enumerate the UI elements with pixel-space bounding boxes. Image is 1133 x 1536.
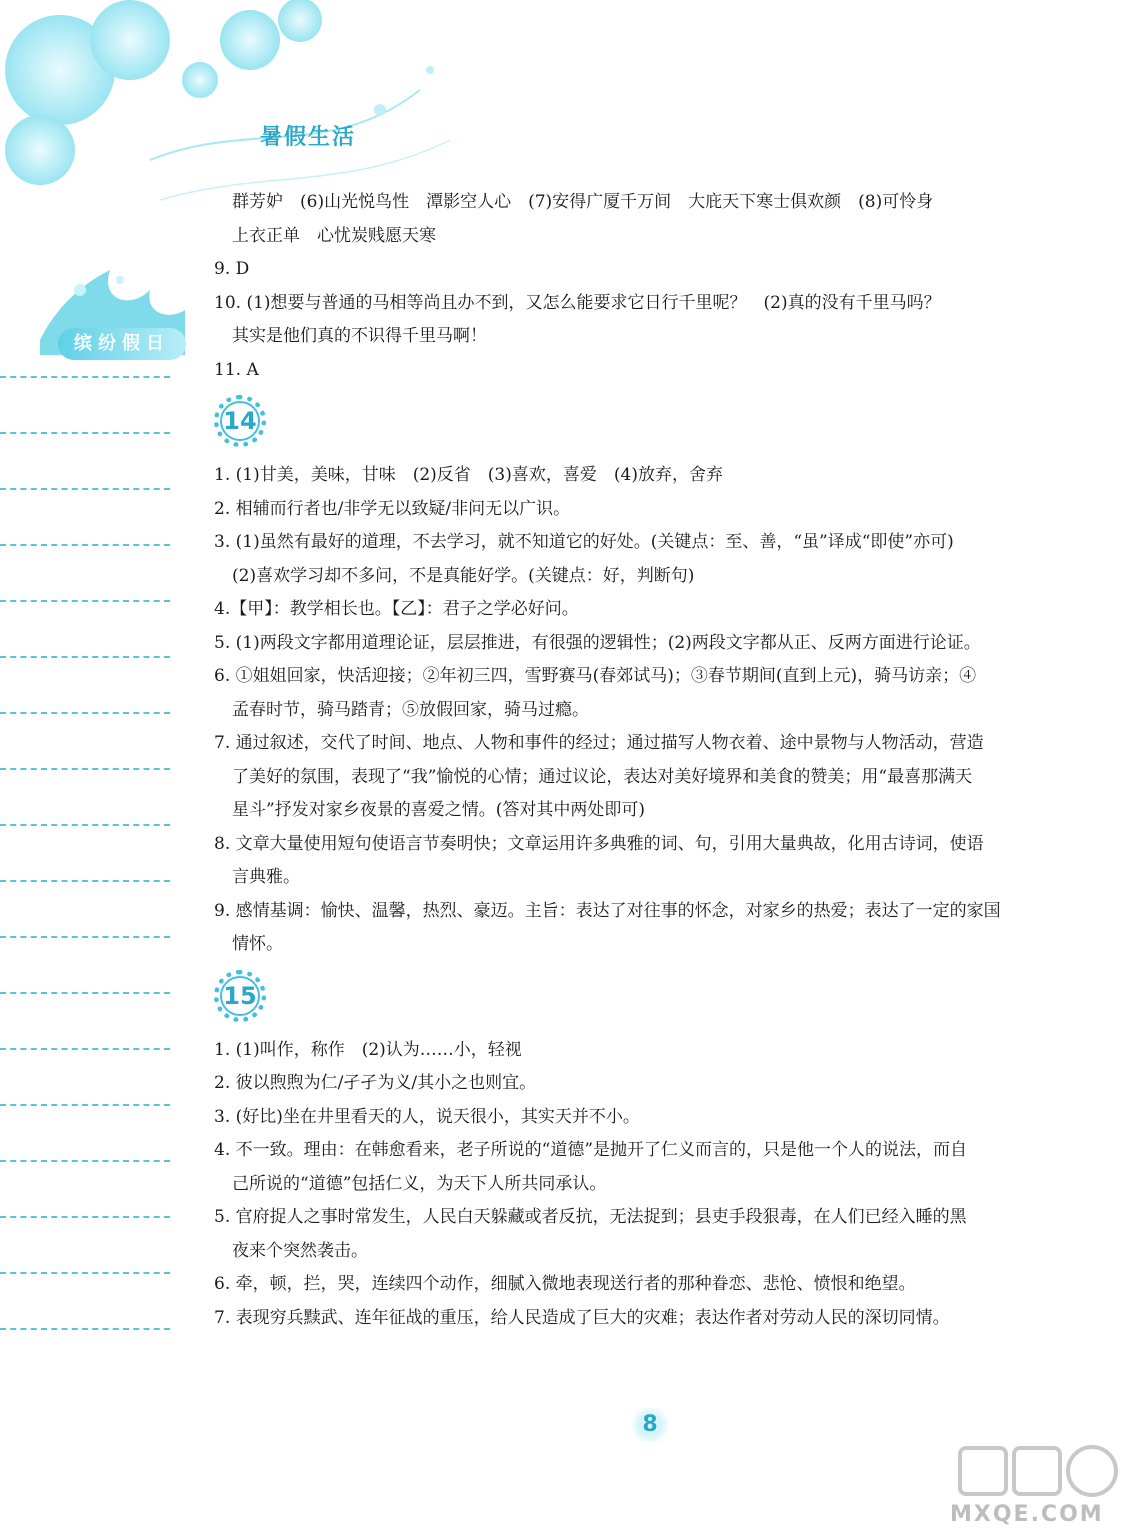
note-line [0, 1272, 170, 1274]
note-line [0, 544, 170, 546]
answer-line: 夜来个突然袭击。 [232, 1240, 368, 1261]
answer-line: 上衣正单 心忧炭贱愿天寒 [232, 225, 436, 246]
answer-line: 9. D [214, 259, 250, 279]
note-line [0, 936, 170, 938]
answer-line: 8. 文章大量使用短句使语言节奏明快；文章运用许多典雅的词、句，引用大量典故，化用古诗词，使语 [214, 833, 984, 854]
answer-line: (2)喜欢学习却不多问，不是真能好学。(关键点：好，判断句) [232, 565, 695, 586]
note-line [0, 1216, 170, 1218]
answer-line: 孟春时节，骑马踏青；⑤放假回家，骑马过瘾。 [232, 699, 589, 720]
answer-line: 情怀。 [232, 934, 283, 954]
answer-line: 4. 不一致。理由：在韩愈看来，老子所说的“道德”是抛开了仁义而言的，只是他一个人的说法，而自 [214, 1140, 968, 1160]
answer-line: 己所说的“道德”包括仁义，为天下人所共同承认。 [232, 1173, 607, 1194]
answer-line: 3. (好比)坐在井里看天的人，说天很小，其实天并不小。 [214, 1106, 640, 1127]
answer-line: 1. (1)甘美，美味，甘味 (2)反省 (3)喜欢，喜爱 (4)放弃，舍弃 [214, 465, 723, 485]
answer-line: 3. (1)虽然有最好的道理，不去学习，就不知道它的好处。(关键点：至、善，“虽”译成“即使”亦可) [214, 532, 954, 552]
note-line [0, 656, 170, 658]
answer-line: 2. 相辅而行者也/非学无以致疑/非问无以广识。 [214, 498, 571, 519]
answer-line: 9. 感情基调：愉快、温馨，热烈、豪迈。主旨：表达了对往事的怀念，对家乡的热爱；表达了一定的家国 [214, 900, 1001, 921]
section-number: 15 [220, 976, 260, 1016]
answer-line: 5. (1)两段文字都用道理论证，层层推进，有很强的逻辑性；(2)两段文字都从正、反两方面进行论证。 [214, 632, 981, 653]
note-line [0, 432, 170, 434]
answer-line: 1. (1)叫作，称作 (2)认为……小，轻视 [214, 1039, 522, 1060]
note-line [0, 824, 170, 826]
note-line [0, 1160, 170, 1162]
answer-line: 11. A [214, 359, 259, 380]
watermark-mark-icon [940, 1440, 1130, 1510]
answer-line: 星斗”抒发对家乡夜景的喜爱之情。(答对其中两处即可) [232, 800, 645, 820]
note-line [0, 1048, 170, 1050]
section-number: 14 [220, 401, 260, 441]
note-line [0, 376, 170, 378]
answer-line: 7. 表现穷兵黩武、连年征战的重压，给人民造成了巨大的灾难；表达作者对劳动人民的深切同情。 [214, 1307, 950, 1328]
watermark-text: MXQE.COM [950, 1502, 1104, 1527]
note-line [0, 1328, 170, 1330]
answer-line: 群芳妒 (6)山光悦鸟性 潭影空人心 (7)安得广厦千万间 大庇天下寒士俱欢颜 (8)可怜身 [232, 192, 934, 212]
note-line [0, 488, 170, 490]
answer-line: 6. ①姐姐回家，快活迎接；②年初三四，雪野赛马(春郊试马)；③春节期间(直到上元)，骑马访亲；④ [214, 666, 977, 686]
page-number: 8 [628, 1408, 672, 1442]
answer-content [214, 186, 1034, 1335]
answer-line: 10. (1)想要与普通的马相等尚且办不到，又怎么能要求它日行千里呢？ (2)真的没有千里马吗？ [214, 292, 941, 313]
note-line [0, 768, 170, 770]
note-line [0, 712, 170, 714]
answer-line: 5. 官府捉人之事时常发生，人民白天躲藏或者反抗，无法捉到；县吏手段狠毒，在人们已经入睡的黑 [214, 1207, 967, 1227]
sidebar-label: 缤纷假日 [58, 328, 186, 360]
answer-line: 了美好的氛围，表现了“我”愉悦的心情；通过议论，表达对美好境界和美食的赞美；用“最喜那满天 [232, 766, 973, 787]
answer-line: 7. 通过叙述，交代了时间、地点、人物和事件的经过；通过描写人物衣着、途中景物与人物活动，营造 [214, 733, 984, 753]
answer-line: 其实是他们真的不识得千里马啊！ [232, 326, 487, 346]
header-title: 暑假生活 [260, 125, 357, 150]
section-number-badge [214, 395, 266, 447]
watermark-logo [940, 1440, 1130, 1530]
note-line [0, 880, 170, 882]
note-line [0, 992, 170, 994]
note-line [0, 1104, 170, 1106]
note-line [0, 600, 170, 602]
section-number-badge [214, 970, 266, 1022]
answer-line: 言典雅。 [232, 867, 300, 887]
answer-line: 4.【甲】：教学相长也。【乙】：君子之学必好问。 [214, 599, 579, 619]
answer-line: 2. 彼以煦煦为仁/孑孑为义/其小之也则宜。 [214, 1073, 537, 1093]
answer-line: 6. 牵，顿，拦，哭，连续四个动作，细腻入微地表现送行者的那种眷恋、悲怆、愤恨和绝望。 [214, 1274, 916, 1294]
